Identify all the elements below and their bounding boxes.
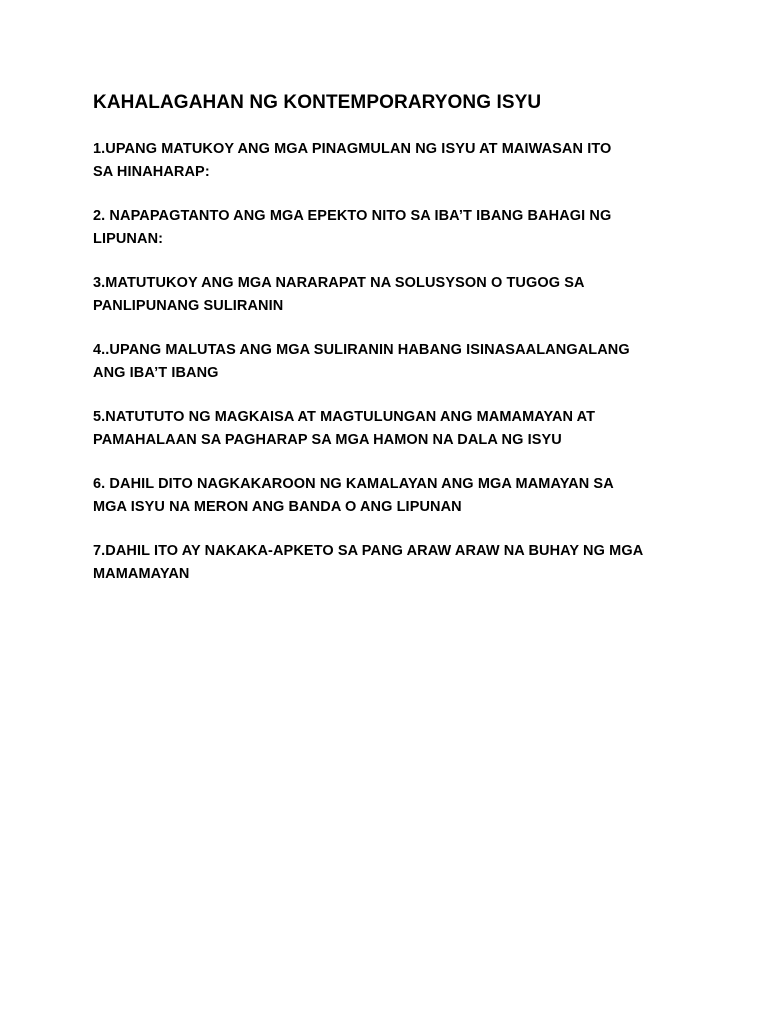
list-item xyxy=(93,205,693,250)
item-line: PAMAHALAAN SA PAGHARAP SA MGA HAMON NA DALA NG ISYU xyxy=(93,431,562,448)
list-item xyxy=(93,138,693,183)
item-line: MAMAMAYAN xyxy=(93,565,190,582)
item-line: 7.DAHIL ITO AY NAKAKA-APKETO SA PANG ARAW ARAW NA BUHAY NG MGA xyxy=(93,543,644,559)
item-line: SA HINAHARAP: xyxy=(93,163,210,180)
item-line: 4..UPANG MALUTAS ANG MGA SULIRANIN HABANG ISINASAALANGALANG xyxy=(93,342,630,358)
item-line: 2. NAPAPAGTANTO ANG MGA EPEKTO NITO SA IBA’T IBANG BAHAGI NG xyxy=(93,208,612,224)
item-line: 5.NATUTUTO NG MAGKAISA AT MAGTULUNGAN ANG MAMAMAYAN AT xyxy=(93,409,596,425)
list-item xyxy=(93,339,693,384)
item-line: MGA ISYU NA MERON ANG BANDA O ANG LIPUNAN xyxy=(93,498,462,515)
item-line: ANG IBA’T IBANG xyxy=(93,364,219,381)
list-item xyxy=(93,406,693,451)
item-list xyxy=(93,138,693,585)
item-line: 3.MATUTUKOY ANG MGA NARARAPAT NA SOLUSYSON O TUGOG SA xyxy=(93,275,585,291)
item-line: PANLIPUNANG SULIRANIN xyxy=(93,297,284,314)
item-line: 1.UPANG MATUKOY ANG MGA PINAGMULAN NG ISYU AT MAIWASAN ITO xyxy=(93,141,612,157)
item-line: LIPUNAN: xyxy=(93,230,164,247)
list-item xyxy=(93,540,693,585)
document-title: KAHALAGAHAN NG KONTEMPORARYONG ISYU xyxy=(93,92,542,113)
list-item xyxy=(93,272,693,317)
document-content xyxy=(93,90,693,607)
list-item xyxy=(93,473,693,518)
item-line: 6. DAHIL DITO NAGKAKAROON NG KAMALAYAN ANG MGA MAMAYAN SA xyxy=(93,476,614,492)
